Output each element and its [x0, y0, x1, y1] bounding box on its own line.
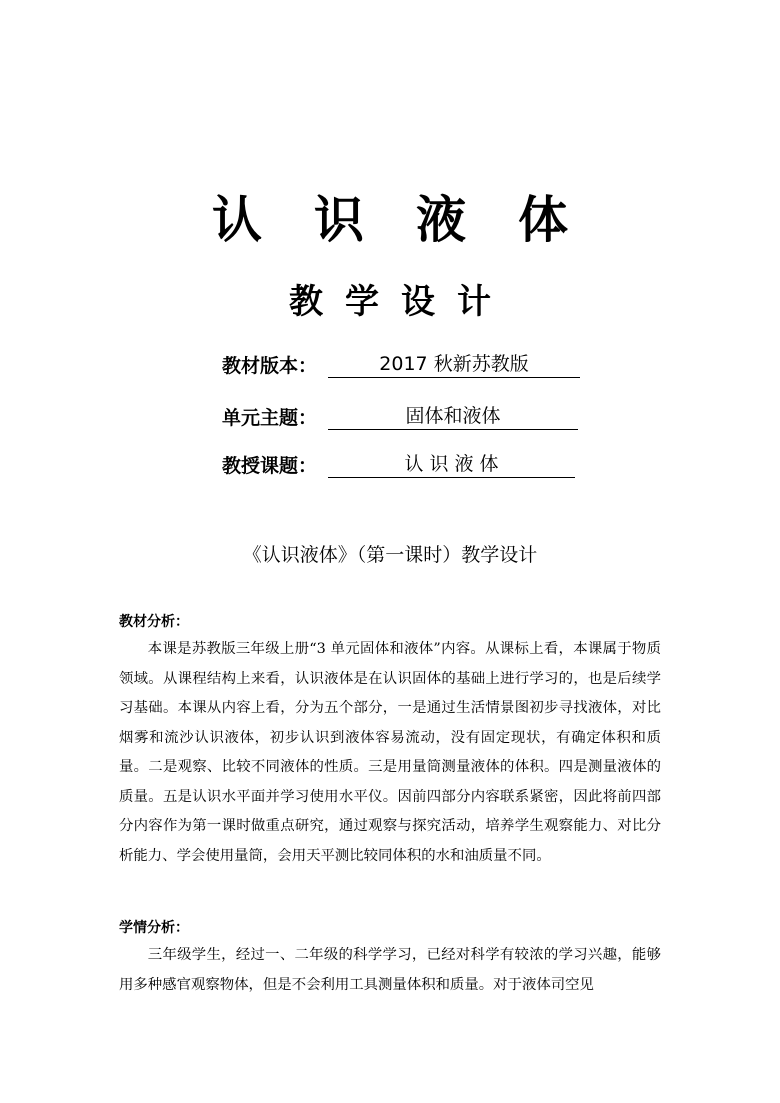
section-text-textbook-analysis: 本课是苏教版三年级上册“3 单元固体和液体”内容。从课标上看，本课属于物质领域。从课程结构上来看，认识液体是在认识固体的基础上进行学习的，也是后续学习基础。本课从内容上看，分为五个部分，一是通过生活情景图初步寻找液体，对比烟雾和流沙认识液体，初步认识到液体容易流动，没有固定现状，有确定体积和质量。二是观察、比较不同液体的性质。三是用量筒测量液体的体积。四是测量液体的质量。五是认识水平面并学习使用水平仪。因前四部分内容联系紧密，因此将前四部分内容作为第一课时做重点研究，通过观察与探究活动，培养学生观察能力、对比分析能力、学会使用量筒，会用天平测比较同体积的水和油质量不同。 [119, 641, 661, 864]
field-lesson-topic-value: 认 识 液 体 [328, 451, 575, 478]
field-lesson-topic-label: 教授课题： [222, 455, 318, 477]
document-heading: 《认识液体》（第一课时）教学设计 [242, 544, 538, 566]
section-label-textbook-analysis: 教材分析： [119, 614, 189, 630]
main-title: 认识液体 [212, 191, 620, 249]
section-label-student-analysis: 学情分析： [119, 920, 189, 936]
field-unit-theme-label: 单元主题： [222, 407, 318, 429]
subtitle: 教学设计 [289, 282, 513, 322]
field-edition-value: 2017 秋新苏教版 [328, 351, 580, 378]
section-text-student-analysis: 三年级学生，经过一、二年级的科学学习，已经对科学有较浓的学习兴趣，能够用多种感官观察物体，但是不会利用工具测量体积和质量。对于液体司空见 [119, 947, 661, 993]
field-edition-label: 教材版本： [222, 355, 318, 377]
field-unit-theme-value: 固体和液体 [328, 403, 578, 430]
